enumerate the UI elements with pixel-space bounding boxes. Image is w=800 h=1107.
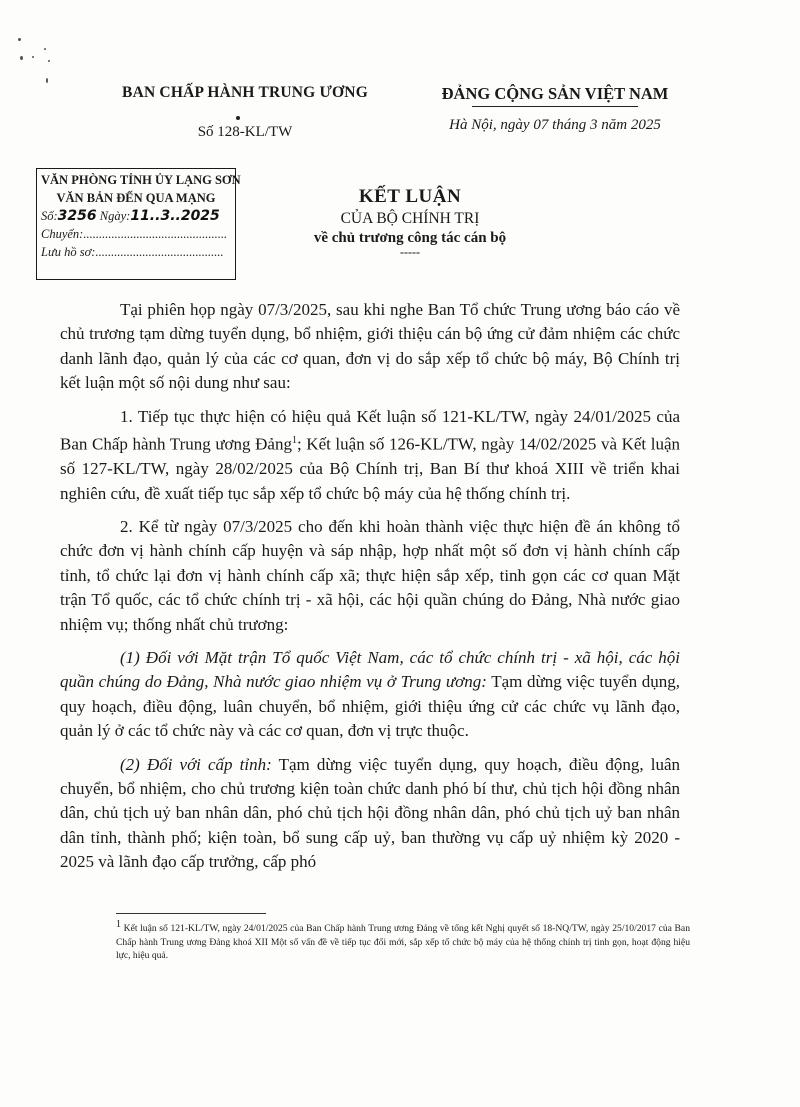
title-sub: CỦA BỘ CHÍNH TRỊ <box>340 210 480 227</box>
stamp-transfer-label: Chuyển: <box>41 227 84 241</box>
stamp-filing-label: Lưu hồ sơ: <box>41 245 96 259</box>
stamp-date-label: Ngày: <box>99 209 131 223</box>
title-main: KẾT LUẬN <box>358 186 462 207</box>
scan-specks <box>8 30 78 90</box>
title-about: về chủ trương công tác cán bộ <box>313 230 507 246</box>
issuer-dot <box>235 108 241 114</box>
document-body <box>60 298 680 884</box>
paragraph-intro: Tại phiên họp ngày 07/3/2025, sau khi nghe Ban Tổ chức Trung ương báo cáo về chủ trương tạm dừng tuyển dụng, bổ nhiệm, giới thiệu cán bộ ứng cử đảm nhiệm các chức danh lãnh đạo, quản lý của các cơ quan, đơn vị do sắp xếp tổ chức bộ máy, Bộ Chính trị kết luận một số nội dung như sau: <box>60 300 680 393</box>
stamp-number-label: Số: <box>41 209 58 223</box>
footnote-divider <box>116 913 266 914</box>
footnote-text: Kết luận số 121-KL/TW, ngày 24/01/2025 của Ban Chấp hành Trung ương Đảng về tổng kết Nghị quyết số 18-NQ/TW, ngày 25/10/2017 của Ban Chấp hành Trung ương Đảng khoá XII Một số vấn đề về tiếp tục đổi mới, sắp xếp tổ chức bộ máy của hệ thống chính trị tinh gọn, hoạt động hiệu lực, hiệu quả. <box>116 923 690 962</box>
paragraph-1 <box>60 405 680 506</box>
document-date: Hà Nội, ngày 07 tháng 3 năm 2025 <box>449 117 661 133</box>
paragraph-1-text-a: 1. Tiếp tục thực hiện có hiệu quả Kết luận số 121-KL/TW, ngày 24/01/2025 của Ban Chấp hành Trung ương Đảng <box>60 406 680 454</box>
stamp-transfer-line: Chuyển:.............................................. <box>41 227 228 241</box>
stamp-received: VĂN BẢN ĐẾN QUA MẠNG <box>56 191 216 205</box>
footnote <box>116 918 690 963</box>
paragraph-3-heading: (1) Đối với Mặt trận Tổ quốc Việt Nam, các tổ chức chính trị - xã hội, các hội quần chúng do Đảng, Nhà nước giao nhiệm vụ ở Trung ương: <box>60 647 680 692</box>
footnote-ref: 1 <box>291 435 297 447</box>
paragraph-4-text: Tạm dừng việc tuyển dụng, quy hoạch, điều động, luân chuyển, bổ nhiệm, cho chủ trương kiện toàn chức danh phó bí thư, chủ tịch hội đồng nhân dân, chủ tịch uỷ ban nhân dân, phó chủ tịch hội đồng nhân dân, phó chủ tịch uỷ ban nhân dân tỉnh, thành phố; kiện toàn, bổ sung cấp uỷ, ban thường vụ cấp uỷ nhiệm kỳ 2020 - 2025 và lãnh đạo cấp trưởng, cấp phó <box>60 754 680 872</box>
dot-icon <box>235 115 241 121</box>
document-number: Số 128-KL/TW <box>197 124 293 140</box>
paragraph-3 <box>60 646 680 744</box>
stamp-number-value: 3256 <box>57 208 97 224</box>
paragraph-2: 2. Kể từ ngày 07/3/2025 cho đến khi hoàn thành việc thực hiện đề án không tổ chức đơn vị hành chính cấp huyện và sáp nhập, hợp nhất một số đơn vị hành chính cấp tỉnh, tổ chức lại đơn vị hành chính cấp xã; thực hiện sắp xếp, tinh gọn các cơ quan Mặt trận Tổ quốc, các tổ chức chính trị - xã hội, các hội quần chúng do Đảng, Nhà nước giao nhiệm vụ; thống nhất chủ trương: <box>60 516 680 634</box>
paragraph-4-heading: (2) Đối với cấp tỉnh: <box>120 754 272 774</box>
document-title <box>250 186 570 260</box>
received-stamp <box>36 168 241 280</box>
stamp-filing-line: Lưu hồ sơ:......................................... <box>41 245 224 259</box>
stamp-office: VĂN PHÒNG TỈNH ỦY LẠNG SƠN <box>41 173 241 187</box>
paragraph-1-text-b: ; Kết luận số 126-KL/TW, ngày 14/02/2025 và Kết luận số 127-KL/TW, ngày 28/02/2025 của Bộ Chính trị, Ban Bí thư khoá XIII về triển khai nghiên cứu, đề xuất tiếp tục sắp xếp tổ chức bộ máy của hệ thống chính trị. <box>60 434 681 503</box>
paragraph-4 <box>60 753 680 875</box>
paragraph-3-text: Tạm dừng việc tuyển dụng, quy hoạch, điều động, luân chuyển, bổ nhiệm, giới thiệu ứng cử các chức vụ lãnh đạo, quản lý ở các tổ chức này và các cơ quan, đơn vị trực thuộc. <box>60 672 680 741</box>
footnote-mark: 1 <box>116 919 121 930</box>
issuer-title: BAN CHẤP HÀNH TRUNG ƯƠNG <box>122 84 368 101</box>
stamp-number-line <box>41 207 231 225</box>
title-separator: ----- <box>400 245 420 259</box>
stamp-date-value: 11..3..2025 <box>130 208 220 224</box>
party-title-underline <box>472 106 638 107</box>
party-title: ĐẢNG CỘNG SẢN VIỆT NAM <box>441 84 669 103</box>
